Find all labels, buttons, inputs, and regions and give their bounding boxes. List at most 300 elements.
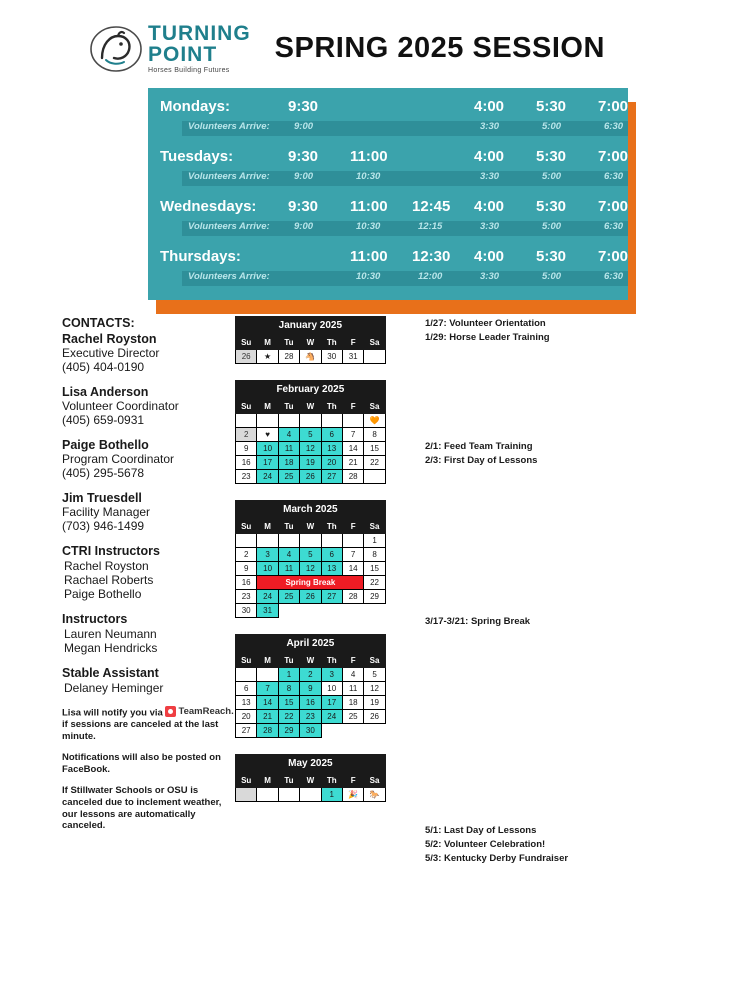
calendar-month: [235, 754, 386, 802]
calendar-day-lesson: 26: [300, 470, 321, 484]
calendar-day-lesson: 28: [257, 724, 278, 738]
volunteer-arrival-row: [182, 171, 628, 186]
calendar-weekday: Su: [236, 520, 257, 534]
calendar-day: 28: [342, 590, 363, 604]
calendar-event-icon: 🐴: [300, 350, 321, 364]
contact-name: Lisa Anderson: [62, 385, 149, 399]
schedule-day-name: Thursdays:: [160, 248, 241, 265]
notes-column: [415, 316, 685, 867]
calendar-week-row: [236, 788, 386, 802]
calendar-weekday: Sa: [364, 654, 385, 668]
schedule-day-block: [160, 248, 629, 286]
calendar-weekday: W: [300, 336, 321, 350]
calendar-week-row: [236, 456, 386, 470]
calendar-week-row: [236, 470, 386, 484]
calendar-day: 5: [364, 668, 385, 682]
calendar-day: [342, 534, 363, 548]
calendar-month: [235, 316, 386, 364]
contact-group-member: Megan Hendricks: [64, 641, 158, 655]
calendar-day: 8: [364, 548, 385, 562]
note-line: 1/29: Horse Leader Training: [425, 332, 550, 343]
calendar-day-lesson: 14: [257, 696, 278, 710]
contacts-people-list: [62, 332, 235, 533]
calendar-month: [235, 500, 386, 618]
volunteer-time-cell: 5:00: [542, 121, 562, 132]
volunteer-arrival-row: [182, 271, 628, 286]
volunteer-time-cell: 9:00: [294, 121, 314, 132]
schedule-time-cell: 5:30: [536, 148, 567, 165]
schedule-day-block: [160, 198, 629, 236]
note-group: [425, 616, 685, 627]
volunteer-arrival-row: [182, 121, 628, 136]
contact-name: Jim Truesdell: [62, 491, 142, 505]
contact-group-title: CTRI Instructors: [62, 544, 160, 558]
volunteer-time-cell: 10:30: [356, 171, 381, 182]
schedule-day-name: Mondays:: [160, 98, 231, 115]
calendar-week-row: [236, 562, 386, 576]
calendar-week-row: [236, 534, 386, 548]
calendar-day-empty: [364, 604, 385, 618]
calendar-weekday: M: [257, 520, 278, 534]
calendar-weekday: M: [257, 400, 278, 414]
volunteer-arrival-label: Volunteers Arrive:: [188, 121, 270, 132]
calendar-day: 25: [342, 710, 363, 724]
calendar-day-lesson: 11: [278, 442, 299, 456]
note-group: [425, 441, 685, 466]
teamreach-note-post: if sessions are canceled at the last minute.: [62, 719, 219, 743]
calendar-day: 16: [236, 576, 257, 590]
calendar-day: 8: [364, 428, 385, 442]
volunteer-time-cell: 6:30: [604, 221, 624, 232]
contact-person: [62, 438, 235, 480]
calendar-day: [278, 534, 299, 548]
calendar-week-row: [236, 428, 386, 442]
calendar-day-lesson: 22: [278, 710, 299, 724]
calendar-weekday: F: [342, 336, 363, 350]
contact-person: [62, 385, 235, 427]
schedule-day-name: Tuesdays:: [160, 148, 234, 165]
calendar-day-lesson: 21: [257, 710, 278, 724]
calendar-weekday: W: [300, 520, 321, 534]
calendar-day-lesson: 26: [300, 590, 321, 604]
note-line: 5/3: Kentucky Derby Fundraiser: [425, 853, 569, 864]
horse-logo-icon: [88, 22, 144, 74]
calendar-day: 16: [236, 456, 257, 470]
schedule-time-cell: 4:00: [474, 248, 505, 265]
page-body: [0, 300, 750, 867]
calendar-week-row: [236, 710, 386, 724]
calendar-day: 23: [236, 590, 257, 604]
contact-role: Executive Director: [62, 346, 160, 360]
calendar-day-lesson: 13: [321, 442, 342, 456]
schedule-day-row: [160, 198, 629, 221]
note-line: 3/17-3/21: Spring Break: [425, 616, 531, 627]
contact-role: Volunteer Coordinator: [62, 399, 179, 413]
calendar-week-row: [236, 668, 386, 682]
schedule-section: [148, 88, 628, 300]
schedule-time-cell: 12:45: [412, 198, 451, 215]
schedule-time-cell: 4:00: [474, 98, 505, 115]
contact-group: [62, 544, 235, 601]
page-title: SPRING 2025 SESSION: [274, 31, 605, 64]
calendar-day-lesson: 27: [321, 590, 342, 604]
schedule-time-cell: 7:00: [598, 198, 629, 215]
calendar-day-lesson: 17: [321, 696, 342, 710]
calendar-day-lesson: 18: [278, 456, 299, 470]
calendar-weekday: Th: [321, 520, 342, 534]
volunteer-arrival-row: [182, 221, 628, 236]
schedule-time-cell: 11:00: [350, 198, 388, 215]
schedule-time-cell: 12:30: [412, 248, 451, 265]
calendar-weekday: Th: [321, 400, 342, 414]
calendar-month-title: January 2025: [235, 316, 386, 335]
calendar-day-empty: [321, 604, 342, 618]
calendar-day-lesson: 24: [257, 590, 278, 604]
calendar-day-lesson: 27: [321, 470, 342, 484]
contact-group-member: Rachael Roberts: [64, 573, 154, 587]
contact-phone[interactable]: (703) 946-1499: [62, 519, 145, 533]
calendar-day: [321, 534, 342, 548]
calendar-week-row: [236, 414, 386, 428]
volunteer-time-cell: 5:00: [542, 221, 562, 232]
schedule-day-block: [160, 148, 629, 186]
volunteer-time-cell: 10:30: [356, 271, 381, 282]
calendar-weekday: M: [257, 774, 278, 788]
contact-person: [62, 491, 235, 533]
calendar-day-lesson: 5: [300, 548, 321, 562]
schedule-time-cell: 9:30: [288, 198, 319, 215]
calendar-weekday-row: [236, 336, 386, 350]
calendar-day: 6: [236, 682, 257, 696]
calendar-weekday: Su: [236, 336, 257, 350]
calendar-day-lesson: 29: [278, 724, 299, 738]
calendar-day: 14: [342, 562, 363, 576]
calendar-day: 30: [321, 350, 342, 364]
calendar-day: 1: [364, 534, 385, 548]
calendar-day: 15: [364, 562, 385, 576]
calendar-weekday-row: [236, 520, 386, 534]
calendar-day: 30: [236, 604, 257, 618]
contact-group: [62, 666, 235, 695]
calendar-month: [235, 380, 386, 484]
organization-logo: [88, 22, 251, 74]
calendar-week-row: [236, 696, 386, 710]
page-header: [0, 0, 750, 80]
calendar-day-empty: [342, 604, 363, 618]
volunteer-time-cell: 5:00: [542, 171, 562, 182]
calendar-weekday: Tu: [278, 400, 299, 414]
calendar-event-icon: 🎉: [342, 788, 363, 802]
calendar-day: [300, 414, 321, 428]
logo-line-1: TURNING: [148, 21, 251, 45]
schedule-day-row: [160, 148, 629, 171]
calendar-day: 7: [342, 428, 363, 442]
calendars-column: [235, 316, 415, 867]
calendar-day: [364, 350, 385, 364]
calendar-day-lesson: 11: [278, 562, 299, 576]
calendar-month-title: March 2025: [235, 500, 386, 519]
calendar-month-title: May 2025: [235, 754, 386, 773]
calendar-day-lesson: 24: [321, 710, 342, 724]
contact-role: Facility Manager: [62, 505, 151, 519]
calendar-day-empty: [342, 724, 363, 738]
calendar-day: [236, 668, 257, 682]
calendar-weekday: W: [300, 400, 321, 414]
calendar-week-row: [236, 590, 386, 604]
calendar-day-lesson: 1: [321, 788, 342, 802]
calendar-day: 22: [364, 456, 385, 470]
calendar-day: 9: [236, 562, 257, 576]
schedule-spacer: [160, 138, 616, 148]
volunteer-arrival-label: Volunteers Arrive:: [188, 221, 270, 232]
note-line: 5/2: Volunteer Celebration!: [425, 839, 546, 850]
calendar-weekday: Tu: [278, 336, 299, 350]
calendar-day-lesson: 24: [257, 470, 278, 484]
schedule-time-cell: 5:30: [536, 198, 567, 215]
schedule-time-cell: 9:30: [288, 98, 319, 115]
calendar-weekday: M: [257, 336, 278, 350]
contact-group: [62, 612, 235, 655]
calendar-day-lesson: 2: [300, 668, 321, 682]
schedule-time-cell: 11:00: [350, 148, 388, 165]
calendar-day-lesson: 19: [300, 456, 321, 470]
schedule-day-row: [160, 248, 629, 271]
volunteer-time-cell: 3:30: [480, 221, 500, 232]
calendar-weekday: F: [342, 400, 363, 414]
calendar-week-row: [236, 604, 386, 618]
weather-note: If Stillwater Schools or OSU is canceled due to inclement weather, our lessons are automatically canceled.: [62, 784, 222, 832]
contact-phone[interactable]: (405) 295-5678: [62, 466, 145, 480]
volunteer-time-cell: 3:30: [480, 121, 500, 132]
calendar-day-outside: [236, 788, 257, 802]
calendar-day: [278, 788, 299, 802]
schedule-day-row: [160, 98, 629, 121]
calendar-weekday: M: [257, 654, 278, 668]
calendar-week-row: [236, 350, 386, 364]
calendar-weekday: W: [300, 654, 321, 668]
contact-phone[interactable]: (405) 404-0190: [62, 360, 145, 374]
schedule-time-cell: 4:00: [474, 198, 505, 215]
calendar-day-lesson: 23: [300, 710, 321, 724]
volunteer-time-cell: 9:00: [294, 171, 314, 182]
facebook-note: Notifications will also be posted on FaceBook.: [62, 752, 221, 775]
calendar-weekday: Su: [236, 400, 257, 414]
calendar-weekday: Su: [236, 654, 257, 668]
calendar-day-outside: 26: [236, 350, 257, 364]
contact-group-member: Rachel Royston: [64, 559, 149, 573]
calendar-weekday: W: [300, 774, 321, 788]
schedule-spacer: [160, 188, 616, 198]
note-group: [425, 825, 685, 864]
contact-role: Program Coordinator: [62, 452, 175, 466]
calendar-day: 28: [278, 350, 299, 364]
calendar-day-lesson: 8: [278, 682, 299, 696]
schedule-time-cell: 5:30: [536, 248, 567, 265]
calendar-day: [236, 414, 257, 428]
calendar-day: 13: [236, 696, 257, 710]
calendar-event-icon: 🐎: [364, 788, 385, 802]
calendar-day-lesson: 6: [321, 548, 342, 562]
calendar-weekday: Th: [321, 654, 342, 668]
calendar-day-outside: 2: [236, 428, 257, 442]
calendar-day: 14: [342, 442, 363, 456]
calendar-day: [321, 414, 342, 428]
calendar-weekday: Sa: [364, 336, 385, 350]
calendar-day-empty: [278, 604, 299, 618]
calendar-day: 12: [364, 682, 385, 696]
calendar-event-icon: ♥: [257, 428, 278, 442]
calendar-weekday: F: [342, 654, 363, 668]
calendar-day: 19: [364, 696, 385, 710]
volunteer-time-cell: 6:30: [604, 171, 624, 182]
calendar-month-title: April 2025: [235, 634, 386, 653]
note-line: 1/27: Volunteer Orientation: [425, 318, 546, 329]
calendar-day: [257, 534, 278, 548]
volunteer-time-cell: 5:00: [542, 271, 562, 282]
calendar-day-lesson: 3: [257, 548, 278, 562]
volunteer-time-cell: 6:30: [604, 271, 624, 282]
teamreach-note-pre: Lisa will notify you via: [62, 707, 163, 719]
calendar-day-lesson: 30: [300, 724, 321, 738]
schedule-day-name: Wednesdays:: [160, 198, 257, 215]
calendar-day: [236, 534, 257, 548]
calendar-day-lesson: 4: [278, 428, 299, 442]
schedule-time-cell: 7:00: [598, 148, 629, 165]
calendar-day: [257, 788, 278, 802]
calendar-day: 15: [364, 442, 385, 456]
calendar-day-lesson: 15: [278, 696, 299, 710]
calendar-month: [235, 634, 386, 738]
schedule-day-block: [160, 98, 629, 136]
volunteer-time-cell: 10:30: [356, 221, 381, 232]
calendar-day-lesson: 12: [300, 442, 321, 456]
calendar-month-title: February 2025: [235, 380, 386, 399]
teamreach-logo-icon: [165, 706, 233, 718]
calendar-day: 23: [236, 470, 257, 484]
volunteer-arrival-label: Volunteers Arrive:: [188, 171, 270, 182]
volunteer-time-cell: 12:00: [418, 271, 443, 282]
note-group: [425, 318, 685, 343]
calendar-day-lesson: 25: [278, 590, 299, 604]
contacts-heading: CONTACTS:: [62, 316, 135, 330]
calendar-day: 20: [236, 710, 257, 724]
calendar-day-lesson: 13: [321, 562, 342, 576]
calendar-weekday: Tu: [278, 520, 299, 534]
note-line: 2/3: First Day of Lessons: [425, 455, 538, 466]
calendar-day: [278, 414, 299, 428]
note-line: 5/1: Last Day of Lessons: [425, 825, 537, 836]
contacts-groups-list: [62, 544, 235, 695]
calendar-spring-break-banner: Spring Break: [257, 576, 364, 590]
calendar-day-lesson: 17: [257, 456, 278, 470]
calendar-week-row: [236, 442, 386, 456]
calendar-day: [257, 414, 278, 428]
volunteer-time-cell: 6:30: [604, 121, 624, 132]
teamreach-note: [62, 706, 235, 743]
calendar-day-empty: [364, 724, 385, 738]
calendar-day: 18: [342, 696, 363, 710]
contact-group-member: Lauren Neumann: [64, 627, 157, 641]
logo-line-2: POINT: [148, 42, 218, 66]
contact-group-member: Delaney Heminger: [64, 681, 164, 695]
calendar-day-lesson: 1: [278, 668, 299, 682]
calendar-week-row: [236, 724, 386, 738]
calendar-day: [257, 668, 278, 682]
calendar-day-lesson: 7: [257, 682, 278, 696]
calendar-day: [300, 788, 321, 802]
calendar-day-lesson: 10: [257, 442, 278, 456]
calendar-weekday-row: [236, 400, 386, 414]
calendar-day: 26: [364, 710, 385, 724]
calendar-week-row: [236, 682, 386, 696]
calendar-weekday: Sa: [364, 520, 385, 534]
note-line: 2/1: Feed Team Training: [425, 441, 533, 452]
calendar-day: 31: [342, 350, 363, 364]
calendar-week-row: [236, 576, 386, 590]
contact-name: Paige Bothello: [62, 438, 149, 452]
logo-tagline: Horses Building Futures: [148, 66, 230, 74]
calendar-day: 4: [342, 668, 363, 682]
volunteer-time-cell: 3:30: [480, 271, 500, 282]
calendar-day: 2: [236, 548, 257, 562]
calendar-day-empty: [300, 604, 321, 618]
calendar-weekday: Th: [321, 774, 342, 788]
calendar-weekday: Th: [321, 336, 342, 350]
schedule-time-cell: 5:30: [536, 98, 567, 115]
calendar-weekday: Tu: [278, 654, 299, 668]
calendar-day-lesson: 4: [278, 548, 299, 562]
calendar-day: 22: [364, 576, 385, 590]
calendar-day: 10: [321, 682, 342, 696]
calendar-weekday: F: [342, 520, 363, 534]
calendar-event-icon: 🧡: [364, 414, 385, 428]
schedule-time-cell: 7:00: [598, 98, 629, 115]
calendar-day: 7: [342, 548, 363, 562]
calendar-day-lesson: 6: [321, 428, 342, 442]
schedule-table: [148, 88, 628, 300]
calendar-weekday-row: [236, 774, 386, 788]
schedule-time-cell: 9:30: [288, 148, 319, 165]
calendar-day-lesson: 9: [300, 682, 321, 696]
calendar-day: 27: [236, 724, 257, 738]
calendar-weekday-row: [236, 654, 386, 668]
contact-group-title: Stable Assistant: [62, 666, 159, 680]
contact-name: Rachel Royston: [62, 332, 157, 346]
volunteer-time-cell: 12:15: [418, 221, 443, 232]
calendar-week-row: [236, 548, 386, 562]
schedule-time-cell: 7:00: [598, 248, 629, 265]
volunteer-time-cell: 9:00: [294, 221, 314, 232]
calendar-day: [342, 414, 363, 428]
calendar-day: 11: [342, 682, 363, 696]
calendar-day-lesson: 10: [257, 562, 278, 576]
schedule-time-cell: 11:00: [350, 248, 388, 265]
calendar-day: 21: [342, 456, 363, 470]
calendar-day-empty: [321, 724, 342, 738]
calendar-day: 28: [342, 470, 363, 484]
calendar-day-lesson: 12: [300, 562, 321, 576]
teamreach-brand: TeamReach.: [178, 706, 234, 717]
contact-group-member: Paige Bothello: [64, 587, 142, 601]
volunteer-arrival-label: Volunteers Arrive:: [188, 271, 270, 282]
volunteer-time-cell: 3:30: [480, 171, 500, 182]
contacts-column: [0, 316, 235, 867]
calendar-day-lesson: 3: [321, 668, 342, 682]
calendar-event-icon: ★: [257, 350, 278, 364]
calendar-day-lesson: 20: [321, 456, 342, 470]
calendar-day: 9: [236, 442, 257, 456]
contact-phone[interactable]: (405) 659-0931: [62, 413, 145, 427]
